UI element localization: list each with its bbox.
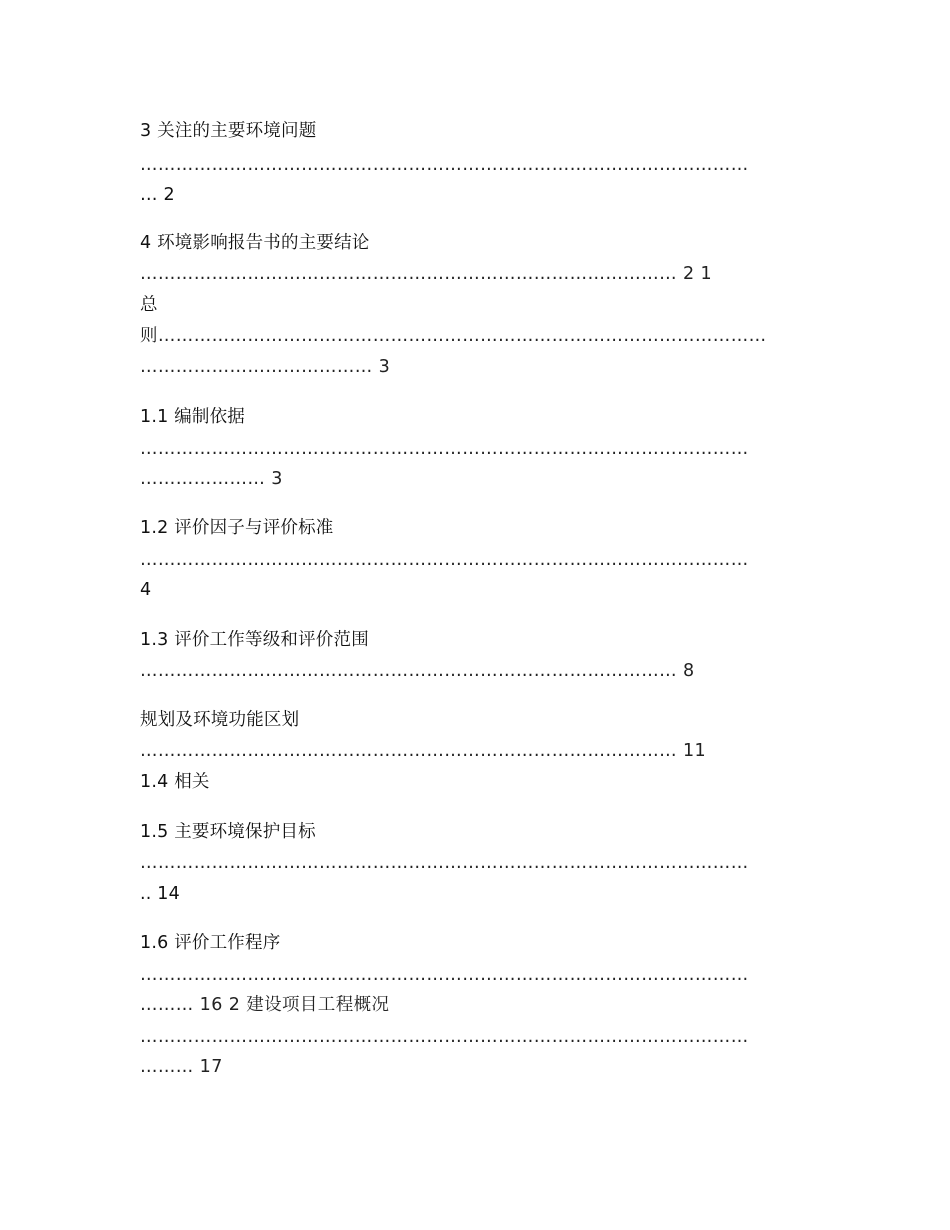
toc-page-number: … 2 [140,185,175,205]
toc-leader: ………………………………………………………………………………………… [140,1027,749,1047]
toc-page-number: ………………… 3 [140,469,283,489]
toc-section-1-3: 1.3 评价工作等级和评价范围 [140,630,369,650]
toc-heading-4: 4 环境影响报告书的主要结论 [140,233,370,253]
toc-chapter-1-part-b: 则………………………………………………………………………………………… [140,326,767,346]
toc-leader: ……………………………………………………………………………… 8 [140,661,695,681]
toc-section-1-6: 1.6 评价工作程序 [140,933,281,953]
toc-chapter-1-part-a: 总 [140,295,158,315]
toc-leader: ………………………………………………………………………………………… [140,965,749,985]
toc-page-number: .. 14 [140,884,180,904]
toc-leader: ……………………………………………………………………………… 11 [140,741,707,761]
toc-leader: ………………………………………………………………………………………… [140,550,749,570]
toc-chapter-2: ……… 16 2 建设项目工程概况 [140,995,390,1015]
toc-section-1-2: 1.2 评价因子与评价标准 [140,518,334,538]
toc-page-number: 4 [140,580,152,600]
toc-section-1-5: 1.5 主要环境保护目标 [140,822,316,842]
toc-leader: ………………………………………………………………………………………… [140,155,749,175]
toc-section-1-4-part-b: 规划及环境功能区划 [140,710,300,730]
toc-section-1-1: 1.1 编制依据 [140,407,245,427]
toc-leader: ………………………………………………………………………………………… [140,853,749,873]
toc-page-number: ………………………………… 3 [140,357,391,377]
toc-section-1-4-part-a: 1.4 相关 [140,772,210,792]
toc-leader: ………………………………………………………………………………………… [140,439,749,459]
toc-leader: ……………………………………………………………………………… 2 1 [140,264,712,284]
toc-page-number: ……… 17 [140,1057,223,1077]
toc-heading-3: 3 关注的主要环境问题 [140,121,317,141]
